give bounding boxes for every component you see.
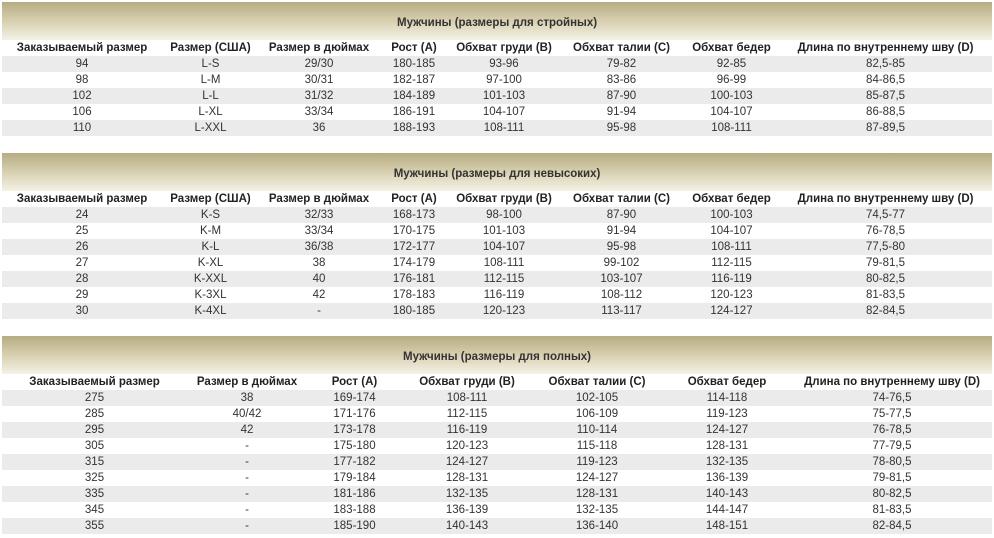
table-cell: K-XL — [162, 255, 259, 271]
table-cell: 87-90 — [559, 88, 684, 104]
table-cell: 345 — [2, 502, 187, 518]
table-cell: K-S — [162, 207, 259, 223]
table-cell: - — [187, 454, 307, 470]
table-cell: 104-107 — [684, 104, 779, 120]
table-row — [2, 502, 992, 518]
column-header: Обхват бедер — [684, 40, 779, 56]
table-cell: 74,5-77 — [779, 207, 992, 223]
table-row — [2, 223, 992, 239]
table-cell: 98-100 — [449, 207, 559, 223]
table-cell: 79-82 — [559, 56, 684, 72]
table-row — [2, 438, 992, 454]
table-cell: 148-151 — [662, 518, 792, 534]
table-cell: 106-109 — [532, 406, 662, 422]
table-row — [2, 454, 992, 470]
table-cell: 93-96 — [449, 56, 559, 72]
table-cell: 81-83,5 — [779, 287, 992, 303]
table-cell: 110 — [2, 120, 162, 136]
table-cell: 29 — [2, 287, 162, 303]
table-cell: 108-111 — [449, 255, 559, 271]
table-cell: 183-188 — [307, 502, 402, 518]
table-cell: 33/34 — [259, 223, 379, 239]
table-cell: 100-103 — [684, 88, 779, 104]
table-cell: 124-127 — [402, 454, 532, 470]
table-cell: 80-82,5 — [792, 486, 992, 502]
table-cell: 120-123 — [449, 303, 559, 319]
table-cell: 124-127 — [532, 470, 662, 486]
table-cell: 112-115 — [449, 271, 559, 287]
table-cell: 305 — [2, 438, 187, 454]
column-header: Обхват бедер — [684, 191, 779, 207]
table-cell: 102 — [2, 88, 162, 104]
table-cell: 112-115 — [684, 255, 779, 271]
table-cell: 25 — [2, 223, 162, 239]
table-cell: 79-81,5 — [792, 470, 992, 486]
table-cell: 275 — [2, 390, 187, 406]
table-cell: 315 — [2, 454, 187, 470]
table-cell: 98 — [2, 72, 162, 88]
table-cell: 33/34 — [259, 104, 379, 120]
table-cell: 115-118 — [532, 438, 662, 454]
table-cell: 172-177 — [379, 239, 449, 255]
table-cell: L-S — [162, 56, 259, 72]
table-cell: 32/33 — [259, 207, 379, 223]
table-cell: 128-131 — [402, 470, 532, 486]
table-cell: 132-135 — [662, 454, 792, 470]
table-cell: - — [187, 502, 307, 518]
table-cell: L-XXL — [162, 120, 259, 136]
table-cell: 124-127 — [684, 303, 779, 319]
table-cell: 83-86 — [559, 72, 684, 88]
column-header: Обхват талии (C) — [559, 191, 684, 207]
table-cell: 132-135 — [532, 502, 662, 518]
table-cell: 30/31 — [259, 72, 379, 88]
table-cell: 101-103 — [449, 223, 559, 239]
table-cell: 174-179 — [379, 255, 449, 271]
table-row — [2, 287, 992, 303]
table-title: Мужчины (размеры для полных) — [2, 336, 992, 374]
table-cell: 42 — [259, 287, 379, 303]
table-cell: 113-117 — [559, 303, 684, 319]
table-cell: 173-178 — [307, 422, 402, 438]
table-title: Мужчины (размеры для стройных) — [2, 2, 992, 40]
table-cell: 184-189 — [379, 88, 449, 104]
column-header: Обхват груди (B) — [402, 374, 532, 390]
table-cell: 81-83,5 — [792, 502, 992, 518]
table-cell: 108-111 — [684, 239, 779, 255]
table-cell: 182-187 — [379, 72, 449, 88]
column-header: Длина по внутреннему шву (D) — [779, 40, 992, 56]
table-row — [2, 390, 992, 406]
table-cell: K-M — [162, 223, 259, 239]
table-cell: 87-89,5 — [779, 120, 992, 136]
table-cell: 78-80,5 — [792, 454, 992, 470]
table-cell: 112-115 — [402, 406, 532, 422]
table-cell: 116-119 — [402, 422, 532, 438]
table-row — [2, 303, 992, 319]
table-cell: 92-85 — [684, 56, 779, 72]
table-row — [2, 406, 992, 422]
table-cell: 116-119 — [684, 271, 779, 287]
table-cell: K-3XL — [162, 287, 259, 303]
table-row — [2, 104, 992, 120]
table-cell: 119-123 — [662, 406, 792, 422]
table-cell: 38 — [259, 255, 379, 271]
table-cell: 295 — [2, 422, 187, 438]
column-header: Обхват груди (B) — [449, 40, 559, 56]
table-cell: - — [187, 518, 307, 534]
header-row — [2, 191, 992, 207]
table-cell: 82-84,5 — [779, 303, 992, 319]
table-cell: 76-78,5 — [779, 223, 992, 239]
table-cell: 120-123 — [684, 287, 779, 303]
table-cell: 74-76,5 — [792, 390, 992, 406]
table-cell: 76-78,5 — [792, 422, 992, 438]
column-header: Длина по внутреннему шву (D) — [779, 191, 992, 207]
column-header: Длина по внутреннему шву (D) — [792, 374, 992, 390]
table-cell: 95-98 — [559, 239, 684, 255]
table-row — [2, 207, 992, 223]
table-cell: 31/32 — [259, 88, 379, 104]
table-row — [2, 470, 992, 486]
table-cell: K-XXL — [162, 271, 259, 287]
table-cell: 91-94 — [559, 104, 684, 120]
table-cell: 119-123 — [532, 454, 662, 470]
table-cell: 108-111 — [684, 120, 779, 136]
table-cell: 77,5-80 — [779, 239, 992, 255]
column-header: Размер в дюймах — [259, 40, 379, 56]
column-header: Обхват груди (B) — [449, 191, 559, 207]
table-cell: L-XL — [162, 104, 259, 120]
table-cell: 100-103 — [684, 207, 779, 223]
table-cell: 180-185 — [379, 303, 449, 319]
table-cell: 120-123 — [402, 438, 532, 454]
table-cell: - — [187, 486, 307, 502]
table-cell: 114-118 — [662, 390, 792, 406]
table-cell: 75-77,5 — [792, 406, 992, 422]
table-cell: 168-173 — [379, 207, 449, 223]
column-header: Обхват талии (C) — [559, 40, 684, 56]
table-row — [2, 486, 992, 502]
table-cell: 169-174 — [307, 390, 402, 406]
table-cell: 106 — [2, 104, 162, 120]
table-cell: 179-184 — [307, 470, 402, 486]
column-header: Обхват бедер — [662, 374, 792, 390]
table-cell: 96-99 — [684, 72, 779, 88]
column-header: Размер (США) — [162, 191, 259, 207]
table-cell: 95-98 — [559, 120, 684, 136]
table-cell: 180-185 — [379, 56, 449, 72]
table-cell: 87-90 — [559, 207, 684, 223]
table-cell: 140-143 — [662, 486, 792, 502]
table-cell: 85-87,5 — [779, 88, 992, 104]
table-cell: 335 — [2, 486, 187, 502]
table-cell: 136-139 — [662, 470, 792, 486]
column-header: Размер (США) — [162, 40, 259, 56]
table-cell: 94 — [2, 56, 162, 72]
column-header: Рост (А) — [379, 191, 449, 207]
table-cell: 82,5-85 — [779, 56, 992, 72]
table-cell: 170-175 — [379, 223, 449, 239]
table-cell: - — [259, 303, 379, 319]
table-cell: 82-84,5 — [792, 518, 992, 534]
table-cell: 77-79,5 — [792, 438, 992, 454]
column-header: Заказываемый размер — [2, 40, 162, 56]
table-row — [2, 255, 992, 271]
table-cell: 355 — [2, 518, 187, 534]
size-table-short — [2, 153, 992, 319]
table-cell: 188-193 — [379, 120, 449, 136]
table-cell: 178-183 — [379, 287, 449, 303]
table-cell: 101-103 — [449, 88, 559, 104]
table-row — [2, 56, 992, 72]
column-header: Рост (А) — [379, 40, 449, 56]
table-row — [2, 72, 992, 88]
table-cell: K-L — [162, 239, 259, 255]
table-cell: 185-190 — [307, 518, 402, 534]
table-cell: 128-131 — [662, 438, 792, 454]
table-cell: 108-112 — [559, 287, 684, 303]
table-cell: 128-131 — [532, 486, 662, 502]
table-cell: 30 — [2, 303, 162, 319]
table-cell: 186-191 — [379, 104, 449, 120]
table-cell: 91-94 — [559, 223, 684, 239]
table-cell: 177-182 — [307, 454, 402, 470]
table-cell: 38 — [187, 390, 307, 406]
header-row — [2, 40, 992, 56]
table-row — [2, 88, 992, 104]
column-header: Заказываемый размер — [2, 191, 162, 207]
table-cell: 86-88,5 — [779, 104, 992, 120]
table-cell: 84-86,5 — [779, 72, 992, 88]
table-cell: 325 — [2, 470, 187, 486]
table-cell: 108-111 — [449, 120, 559, 136]
table-cell: 104-107 — [449, 104, 559, 120]
column-header: Рост (А) — [307, 374, 402, 390]
table-cell: 42 — [187, 422, 307, 438]
table-cell: 36 — [259, 120, 379, 136]
column-header: Заказываемый размер — [2, 374, 187, 390]
column-header: Размер в дюймах — [259, 191, 379, 207]
table-row — [2, 518, 992, 534]
table-cell: 132-135 — [402, 486, 532, 502]
table-cell: 136-140 — [532, 518, 662, 534]
table-cell: 104-107 — [684, 223, 779, 239]
table-row — [2, 239, 992, 255]
table-cell: 103-107 — [559, 271, 684, 287]
table-cell: 104-107 — [449, 239, 559, 255]
table-cell: 175-180 — [307, 438, 402, 454]
table-cell: 136-139 — [402, 502, 532, 518]
table-cell: 40 — [259, 271, 379, 287]
table-cell: 144-147 — [662, 502, 792, 518]
table-row — [2, 422, 992, 438]
table-cell: L-M — [162, 72, 259, 88]
table-cell: 285 — [2, 406, 187, 422]
table-cell: 108-111 — [402, 390, 532, 406]
table-cell: 124-127 — [662, 422, 792, 438]
table-cell: L-L — [162, 88, 259, 104]
header-row — [2, 374, 992, 390]
table-row — [2, 120, 992, 136]
size-table-plus — [2, 336, 992, 534]
table-row — [2, 271, 992, 287]
table-cell: 26 — [2, 239, 162, 255]
table-cell: 102-105 — [532, 390, 662, 406]
table-cell: 36/38 — [259, 239, 379, 255]
table-cell: 99-102 — [559, 255, 684, 271]
table-cell: 79-81,5 — [779, 255, 992, 271]
table-cell: - — [187, 438, 307, 454]
table-cell: 110-114 — [532, 422, 662, 438]
size-table-slim — [2, 2, 992, 136]
table-cell: 80-82,5 — [779, 271, 992, 287]
table-cell: 181-186 — [307, 486, 402, 502]
column-header: Размер в дюймах — [187, 374, 307, 390]
table-cell: K-4XL — [162, 303, 259, 319]
table-cell: 40/42 — [187, 406, 307, 422]
table-cell: 116-119 — [449, 287, 559, 303]
table-cell: 27 — [2, 255, 162, 271]
table-cell: 97-100 — [449, 72, 559, 88]
table-cell: 140-143 — [402, 518, 532, 534]
table-cell: 24 — [2, 207, 162, 223]
table-title: Мужчины (размеры для невысоких) — [2, 153, 992, 191]
table-cell: 171-176 — [307, 406, 402, 422]
table-cell: 176-181 — [379, 271, 449, 287]
table-cell: 29/30 — [259, 56, 379, 72]
column-header: Обхват талии (C) — [532, 374, 662, 390]
table-cell: - — [187, 470, 307, 486]
table-cell: 28 — [2, 271, 162, 287]
